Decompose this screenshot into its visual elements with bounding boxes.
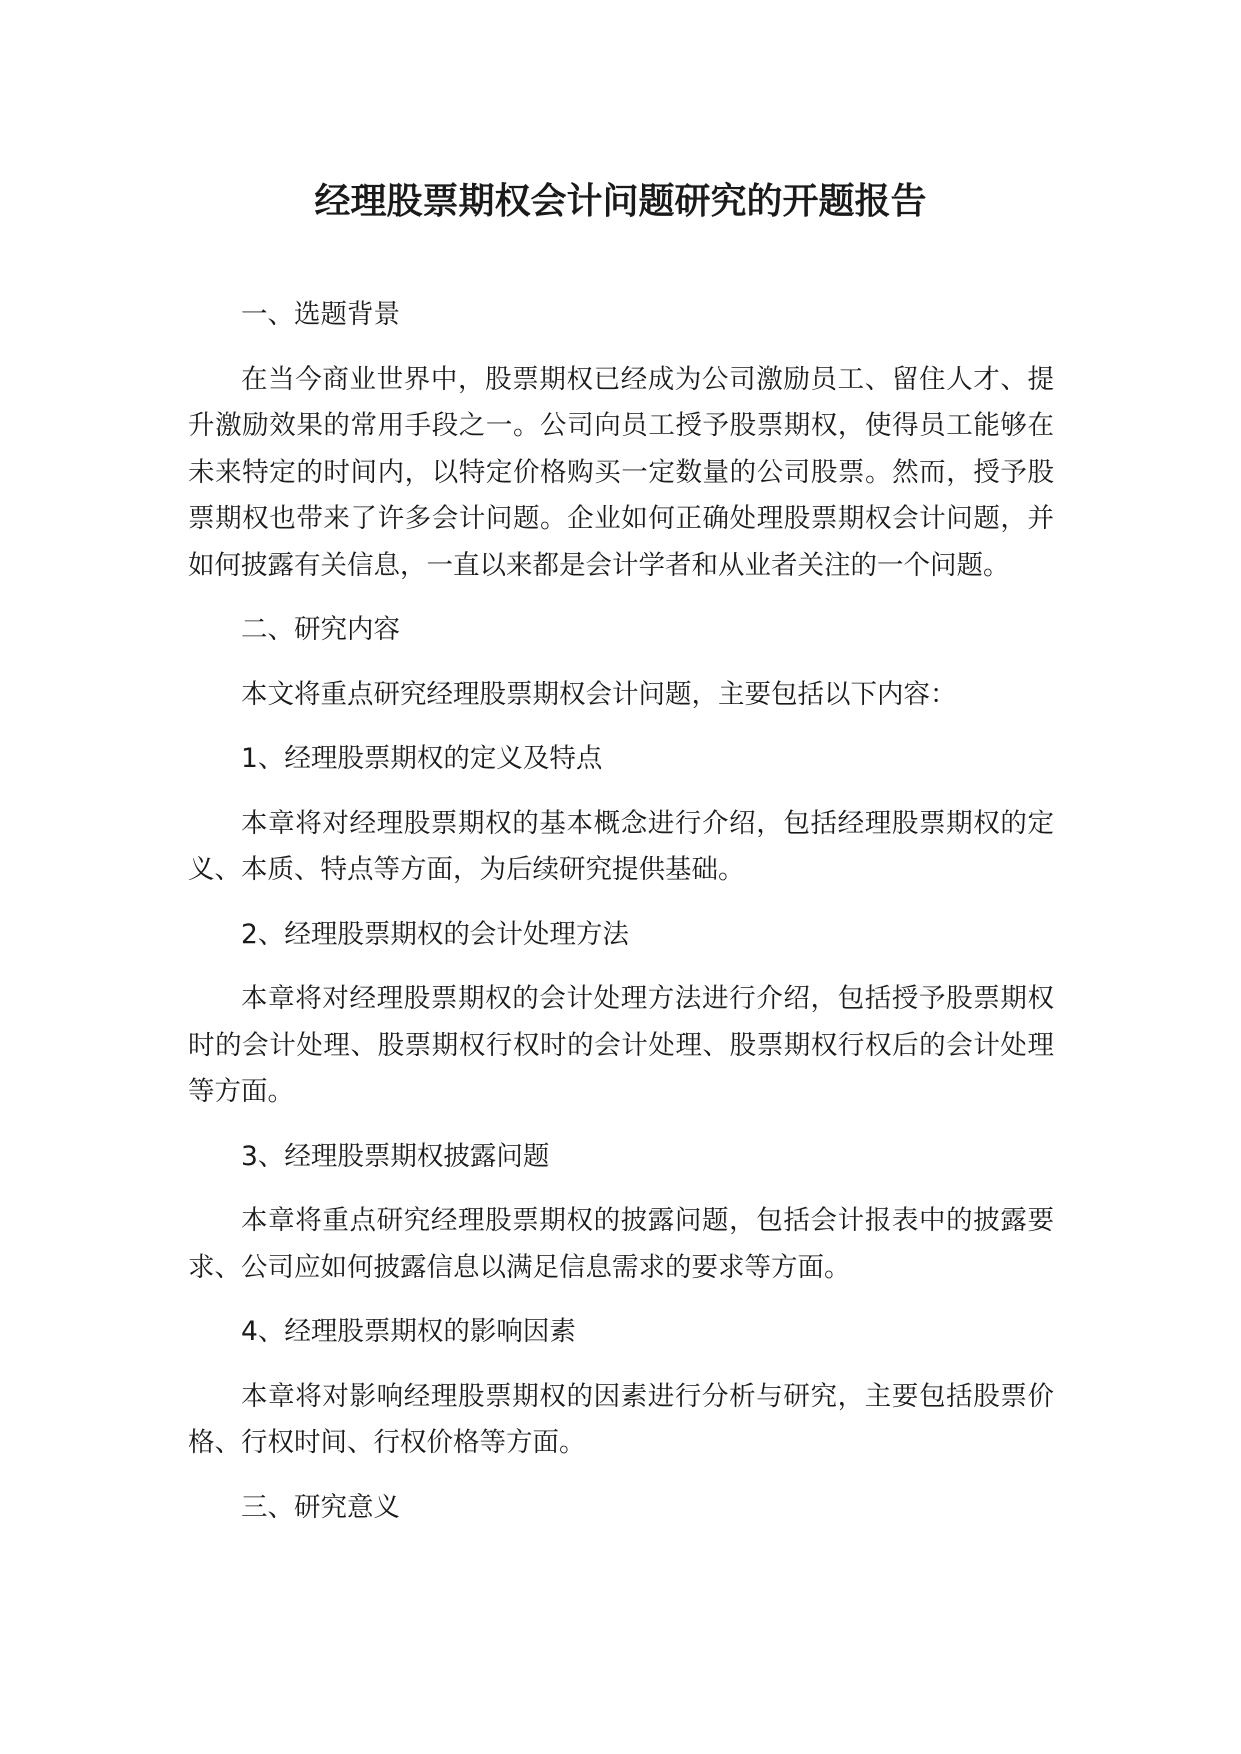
- subheading-definition: 1、经理股票期权的定义及特点: [241, 743, 603, 774]
- document-body: [188, 292, 1054, 1531]
- section-heading-background: 一、选题背景: [241, 299, 400, 330]
- document-title: 经理股票期权会计问题研究的开题报告: [314, 181, 927, 222]
- paragraph-factors: 本章将对影响经理股票期权的因素进行分析与研究，主要包括股票价格、行权时间、行权价格等方面。: [188, 1380, 1054, 1458]
- subheading-accounting-method: 2、经理股票期权的会计处理方法: [241, 918, 629, 950]
- paragraph-accounting-method: 本章将对经理股票期权的会计处理方法进行介绍，包括授予股票期权时的会计处理、股票期权行权时的会计处理、股票期权行权后的会计处理等方面。: [188, 983, 1054, 1107]
- subheading-disclosure: 3、经理股票期权披露问题: [241, 1140, 550, 1172]
- paragraph-background: 在当今商业世界中，股票期权已经成为公司激励员工、留住人才、提升激励效果的常用手段之一。公司向员工授予股票期权，使得员工能够在未来特定的时间内，以特定价格购买一定数量的公司股票。然而，授予股票期权也带来了许多会计问题。企业如何正确处理股票期权会计问题，并如何披露有关信息，一直以来都是会计学者和从业者关注的一个问题。: [188, 363, 1054, 581]
- paragraph-content-intro: 本文将重点研究经理股票期权会计问题，主要包括以下内容：: [241, 678, 957, 710]
- section-heading-content: 二、研究内容: [241, 614, 400, 645]
- subheading-factors: 4、经理股票期权的影响因素: [241, 1316, 576, 1347]
- paragraph-definition: 本章将对经理股票期权的基本概念进行介绍，包括经理股票期权的定义、本质、特点等方面，为后续研究提供基础。: [188, 807, 1054, 885]
- section-heading-significance: 三、研究意义: [241, 1491, 400, 1523]
- paragraph-disclosure: 本章将重点研究经理股票期权的披露问题，包括会计报表中的披露要求、公司应如何披露信息以满足信息需求的要求等方面。: [188, 1205, 1054, 1283]
